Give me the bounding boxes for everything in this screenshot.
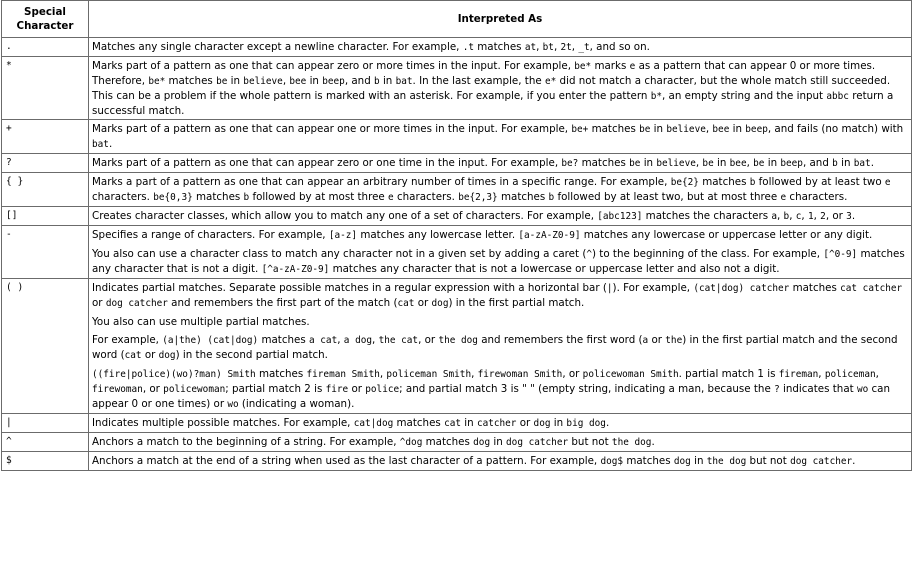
description-text: in	[306, 75, 323, 87]
description-paragraph	[92, 333, 907, 363]
description-text: , and so on.	[589, 41, 650, 53]
code-snippet: fireman	[778, 369, 819, 380]
description-text: and remembers the first part of the match (	[167, 297, 398, 309]
description-text: matches	[789, 282, 841, 294]
description-text: in	[650, 123, 667, 135]
description-cell	[89, 452, 912, 471]
code-snippet: be+	[571, 124, 589, 135]
description-text: .	[851, 210, 856, 222]
code-snippet: b	[783, 211, 790, 222]
description-text: Anchors a match at the end of a string when used as the last character of a pattern. For example,	[92, 455, 601, 467]
description-text: Marks a part of a pattern as one that can appear an arbitrary number of times in a specific range. For example,	[92, 176, 671, 188]
special-character-cell: ^	[2, 433, 89, 452]
description-text: , or	[562, 368, 583, 380]
code-snippet: (cat|dog) catcher	[693, 283, 790, 294]
description-paragraph	[92, 315, 907, 329]
special-character-cell: ( )	[2, 279, 89, 414]
description-paragraph	[92, 156, 907, 171]
code-snippet: policeman Smith	[386, 369, 472, 380]
special-character-cell: []	[2, 207, 89, 226]
description-text: as a pattern that can appear 0 or more times. Therefore,	[92, 60, 876, 87]
code-snippet: [a-z]	[328, 230, 358, 241]
code-snippet: _t	[578, 42, 590, 53]
description-paragraph	[92, 59, 907, 118]
description-text: .	[870, 157, 874, 169]
description-text: , an empty string and the input	[662, 90, 827, 102]
special-character-cell: -	[2, 226, 89, 279]
code-snippet: dog catcher	[506, 437, 569, 448]
code-snippet: ?	[774, 384, 780, 395]
description-text: ,	[536, 41, 543, 53]
description-cell	[89, 173, 912, 207]
code-snippet: b	[749, 177, 756, 188]
code-snippet: believe	[243, 76, 283, 87]
code-snippet: fireman Smith	[306, 369, 380, 380]
code-snippet: be*	[574, 61, 592, 72]
code-snippet: be	[629, 158, 641, 169]
description-cell	[89, 414, 912, 433]
description-text: , and fails (no match) with	[767, 123, 904, 135]
description-cell	[89, 433, 912, 452]
code-snippet: cat	[444, 418, 461, 429]
code-snippet: [abc123]	[597, 211, 643, 222]
description-text: but not	[568, 436, 612, 448]
code-snippet: ^	[586, 249, 593, 260]
code-snippet: policewoman Smith	[582, 369, 679, 380]
code-snippet: dog	[431, 298, 449, 309]
table-row	[2, 120, 912, 154]
description-text: ,	[813, 210, 821, 222]
description-cell	[89, 120, 912, 154]
description-text: matches any character that is not a digit.	[92, 248, 905, 275]
code-snippet: a dog	[343, 335, 373, 346]
description-text: ) in the second partial match.	[175, 349, 328, 361]
special-character-cell: ?	[2, 154, 89, 173]
code-snippet: police	[365, 384, 400, 395]
code-snippet: e	[388, 192, 394, 203]
code-snippet: .t	[462, 42, 474, 53]
code-snippet: the dog	[706, 456, 747, 467]
description-text: ,	[746, 157, 754, 169]
code-snippet: cat catcher	[840, 283, 903, 294]
description-text: ,	[471, 368, 478, 380]
description-text: .	[651, 436, 655, 448]
description-text: ; and partial match 3 is " " (empty string, indicating a man, because the	[399, 383, 775, 395]
description-text: in	[550, 417, 567, 429]
description-text: Matches any single character except a newline character. For example,	[92, 41, 463, 53]
code-snippet: be{0,3}	[153, 192, 193, 203]
description-text: followed by at least two	[755, 176, 885, 188]
table-row	[2, 173, 912, 207]
description-text: in	[713, 157, 730, 169]
code-snippet: bee	[712, 124, 730, 135]
code-snippet: be{2,3}	[458, 192, 498, 203]
description-text: ) in the first partial match.	[448, 297, 585, 309]
description-text: Anchors a match to the beginning of a string. For example,	[92, 436, 400, 448]
description-text: or	[348, 383, 366, 395]
description-cell	[89, 279, 912, 414]
code-snippet: be	[702, 158, 714, 169]
code-snippet: cat	[124, 350, 142, 361]
code-snippet: wo	[856, 384, 869, 395]
description-text: or	[414, 297, 432, 309]
code-snippet: bat	[853, 158, 871, 169]
description-text: Creates character classes, which allow you to match any one of a set of characters. For example,	[92, 210, 598, 222]
code-snippet: |	[606, 283, 613, 294]
code-snippet: policewoman	[163, 384, 226, 395]
code-snippet: ((fire|police)(wo)?man) Smith	[92, 369, 256, 380]
description-text: characters.	[92, 191, 154, 203]
description-text: characters.	[786, 191, 848, 203]
table-row	[2, 414, 912, 433]
code-snippet: big dog	[566, 418, 606, 429]
description-text: matches the characters	[642, 210, 772, 222]
code-snippet: at	[524, 42, 537, 53]
description-paragraph	[92, 247, 907, 277]
code-snippet: b	[832, 158, 838, 169]
description-text: For example,	[92, 334, 163, 346]
code-snippet: [^0-9]	[823, 249, 858, 260]
table-row	[2, 57, 912, 120]
code-snippet: the	[665, 335, 683, 346]
description-text: matches	[623, 455, 674, 467]
description-text: matches any character that is not a lowercase or uppercase letter and also not a digit.	[329, 263, 780, 275]
code-snippet: ^dog	[399, 437, 423, 448]
description-text: and remembers the first word (	[477, 334, 643, 346]
description-text: matches any lowercase letter.	[357, 229, 519, 241]
description-text: ,	[282, 75, 290, 87]
code-snippet: be	[639, 124, 651, 135]
description-text: ,	[789, 210, 796, 222]
description-text: ,	[705, 123, 713, 135]
table-row	[2, 279, 912, 414]
code-snippet: dog catcher	[790, 456, 853, 467]
description-text: in	[837, 157, 854, 169]
description-text: in	[764, 157, 781, 169]
description-paragraph	[92, 175, 907, 205]
code-snippet: cat|dog	[353, 418, 394, 429]
code-snippet: 1	[807, 211, 814, 222]
code-snippet: e	[780, 192, 787, 203]
description-cell	[89, 154, 912, 173]
code-snippet: 3	[846, 211, 852, 222]
description-text: , and	[344, 75, 375, 87]
code-snippet: beep	[745, 124, 768, 135]
description-text: in	[640, 157, 657, 169]
description-text: can appear 0 or one times) or	[92, 383, 891, 410]
code-snippet: the dog	[438, 335, 478, 346]
code-snippet: c	[795, 211, 802, 222]
description-text: in	[379, 75, 396, 87]
header-special-character: Special Character	[2, 1, 89, 38]
description-cell	[89, 57, 912, 120]
code-snippet: e	[629, 61, 636, 72]
description-text: matches	[578, 157, 630, 169]
code-snippet: beep	[322, 76, 345, 87]
table-row	[2, 38, 912, 57]
code-snippet: the cat	[378, 335, 419, 346]
description-text: matches	[165, 75, 217, 87]
code-snippet: policeman	[824, 369, 876, 380]
description-paragraph	[92, 416, 907, 431]
description-text: characters.	[393, 191, 459, 203]
code-snippet: cat	[397, 298, 415, 309]
description-cell	[89, 38, 912, 57]
description-text: followed by at most three	[249, 191, 389, 203]
code-snippet: b	[548, 192, 555, 203]
code-snippet: a cat	[309, 335, 338, 346]
code-snippet: 2	[820, 211, 826, 222]
table-row	[2, 226, 912, 279]
description-text: ,	[818, 368, 825, 380]
code-snippet: firewoman Smith	[477, 369, 563, 380]
description-text: marks	[591, 60, 630, 72]
description-text: . In the last example, the	[412, 75, 545, 87]
code-snippet: a	[771, 211, 777, 222]
code-snippet: wo	[227, 399, 239, 410]
code-snippet: e*	[544, 76, 557, 87]
description-text: ,	[695, 157, 703, 169]
description-text: Indicates multiple possible matches. For example,	[92, 417, 354, 429]
description-text: (indicating a woman).	[238, 398, 355, 410]
description-paragraph	[92, 122, 907, 152]
code-snippet: b	[243, 192, 250, 203]
description-text: ,	[372, 334, 379, 346]
description-text: ,	[379, 368, 387, 380]
code-snippet: be?	[561, 158, 579, 169]
description-text: or	[516, 417, 534, 429]
special-character-cell: $	[2, 452, 89, 471]
code-snippet: b*	[650, 91, 662, 102]
description-text: Marks part of a pattern as one that can appear zero or one time in the input. For example,	[92, 157, 562, 169]
code-snippet: the dog	[611, 437, 652, 448]
description-text: ,	[777, 210, 784, 222]
description-text: ,	[553, 41, 561, 53]
code-snippet: believe	[656, 158, 696, 169]
code-snippet: [a-zA-Z0-9]	[518, 230, 581, 241]
code-snippet: dog$	[600, 456, 624, 467]
special-characters-table	[1, 0, 912, 471]
description-text: matches	[258, 334, 309, 346]
code-snippet: dog	[533, 418, 551, 429]
table-body	[2, 38, 912, 471]
code-snippet: be	[753, 158, 765, 169]
description-text: matches	[192, 191, 244, 203]
code-snippet: firewoman	[92, 384, 143, 395]
code-snippet: bt	[542, 42, 554, 53]
code-snippet: beep	[780, 158, 803, 169]
special-character-cell: *	[2, 57, 89, 120]
special-character-cell: { }	[2, 173, 89, 207]
code-snippet: catcher	[476, 418, 517, 429]
code-snippet: be*	[148, 76, 166, 87]
table-row	[2, 154, 912, 173]
description-text: Marks part of a pattern as one that can appear one or more times in the input. For example,	[92, 123, 572, 135]
special-character-cell: |	[2, 414, 89, 433]
description-text: matches	[393, 417, 445, 429]
description-text: ,	[571, 41, 579, 53]
description-text: ,	[801, 210, 808, 222]
description-text: ; partial match 2 is	[225, 383, 326, 395]
code-snippet: a	[642, 335, 649, 346]
code-snippet: dog	[673, 456, 691, 467]
code-snippet: believe	[666, 124, 706, 135]
code-snippet: bat	[92, 139, 109, 150]
description-text: matches	[497, 191, 549, 203]
description-text: ,	[337, 334, 344, 346]
description-text: matches	[255, 368, 307, 380]
description-text: , or	[825, 210, 847, 222]
table-header-row	[2, 1, 912, 38]
description-text: or	[92, 297, 106, 309]
description-text: You also can use a character class to match any character not in a given set by adding a caret (	[92, 248, 587, 260]
special-character-cell: +	[2, 120, 89, 154]
description-paragraph	[92, 454, 907, 469]
description-text: ). For example,	[612, 282, 694, 294]
code-snippet: [^a-zA-Z0-9]	[261, 264, 330, 275]
description-text: in	[729, 123, 746, 135]
description-text: but not	[746, 455, 791, 467]
description-text: Indicates partial matches. Separate possible matches in a regular expression with a horizontal bar (	[92, 282, 607, 294]
table-row	[2, 452, 912, 471]
description-paragraph	[92, 209, 907, 224]
description-text: ) in the first partial match and the second word (	[92, 334, 898, 361]
description-text: or	[141, 349, 159, 361]
description-text: matches	[588, 123, 640, 135]
description-text: in	[490, 436, 507, 448]
code-snippet: bee	[729, 158, 747, 169]
description-paragraph	[92, 281, 907, 311]
header-interpreted-as: Interpreted As	[89, 1, 912, 38]
description-text: , or	[142, 383, 164, 395]
description-cell	[89, 226, 912, 279]
description-paragraph	[92, 40, 907, 55]
description-text: , and	[802, 157, 833, 169]
description-text: matches	[698, 176, 750, 188]
description-text: .	[108, 138, 113, 150]
code-snippet: dog	[158, 350, 176, 361]
description-paragraph	[92, 228, 907, 243]
description-text: or	[648, 334, 666, 346]
description-text: indicates that	[779, 383, 857, 395]
code-snippet: (a|the) (cat|dog)	[162, 335, 259, 346]
description-text: return a successful match.	[92, 90, 894, 117]
description-text: ,	[875, 368, 879, 380]
description-paragraph	[92, 435, 907, 450]
table-row	[2, 207, 912, 226]
description-paragraph	[92, 367, 907, 412]
code-snippet: abbc	[826, 91, 849, 102]
description-text: matches	[474, 41, 525, 53]
description-text: . partial match 1 is	[678, 368, 779, 380]
description-text: followed by at least two, but at most three	[554, 191, 781, 203]
code-snippet: b	[374, 76, 380, 87]
description-text: in	[461, 417, 477, 429]
description-text: matches any lowercase or uppercase letter or any digit.	[580, 229, 873, 241]
code-snippet: 2t	[560, 42, 572, 53]
description-text: Marks part of a pattern as one that can appear zero or more times in the input. For example,	[92, 60, 575, 72]
description-text: You also can use multiple partial matches.	[92, 316, 310, 328]
code-snippet: bee	[289, 76, 307, 87]
description-text: .	[605, 417, 610, 429]
table-row	[2, 433, 912, 452]
code-snippet: bat	[395, 76, 413, 87]
code-snippet: dog	[473, 437, 491, 448]
description-text: matches	[422, 436, 474, 448]
description-text: did not match a character, but the whole match still succeeded. This can be a problem if the whole pattern is marked with an asterisk. For example, if you enter the pattern	[92, 75, 891, 102]
code-snippet: be	[216, 76, 228, 87]
code-snippet: be{2}	[670, 177, 699, 188]
code-snippet: fire	[325, 384, 349, 395]
description-text: Specifies a range of characters. For example,	[92, 229, 329, 241]
code-snippet: e	[884, 177, 891, 188]
description-cell	[89, 207, 912, 226]
code-snippet: dog catcher	[105, 298, 168, 309]
description-text: in	[227, 75, 244, 87]
description-text: , or	[418, 334, 439, 346]
special-character-cell: .	[2, 38, 89, 57]
description-text: .	[852, 455, 856, 467]
description-text: in	[690, 455, 707, 467]
description-text: ) to the beginning of the class. For example,	[592, 248, 824, 260]
